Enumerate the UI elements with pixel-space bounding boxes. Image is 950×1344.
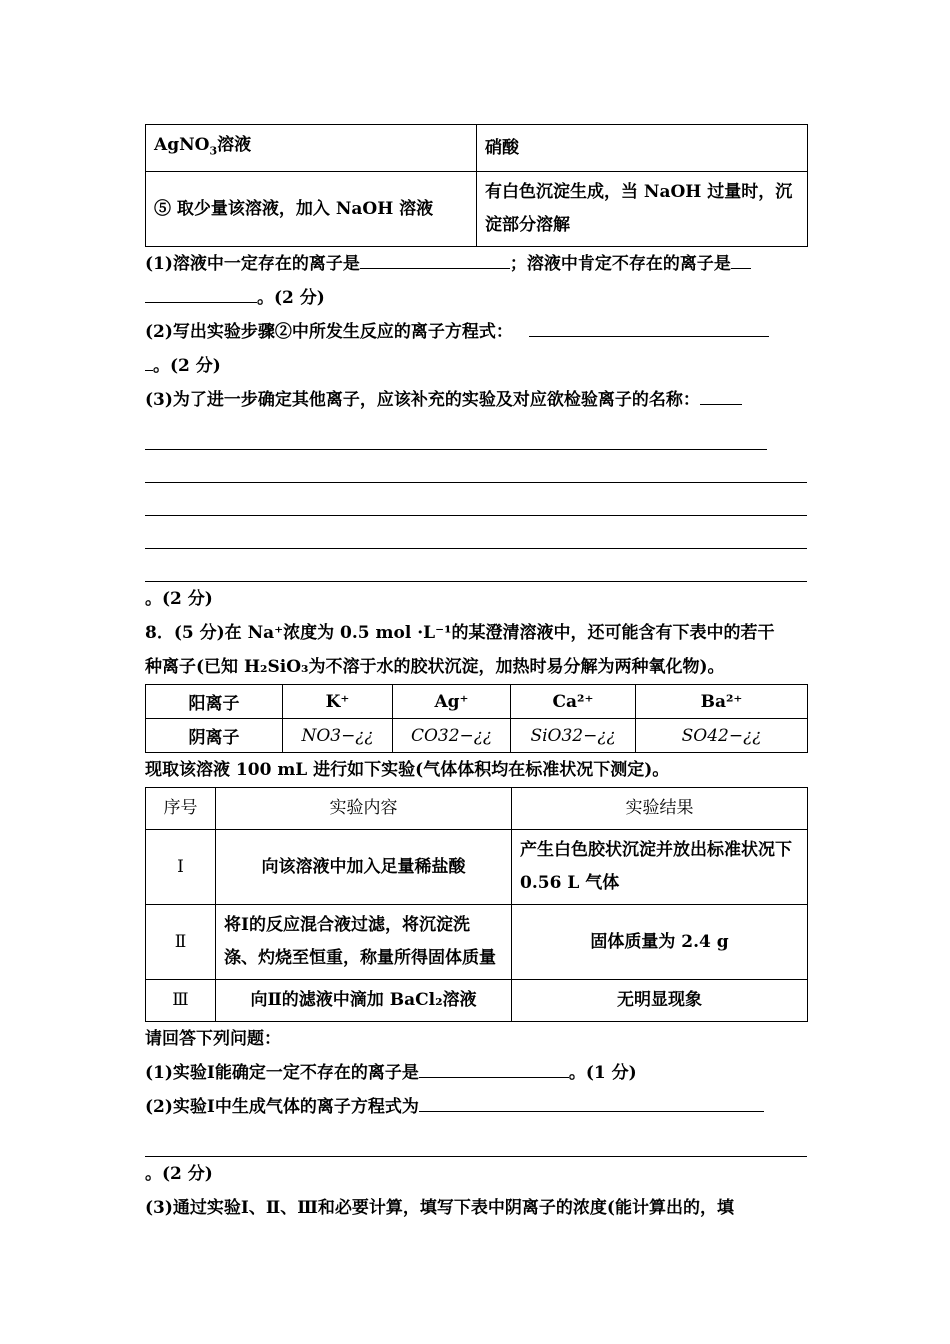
- answer-blank[interactable]: [700, 386, 742, 405]
- table-cell: 硝酸: [477, 125, 808, 172]
- table-row: [146, 172, 808, 247]
- table-cell: SO42−¿¿: [636, 719, 808, 753]
- answer-line[interactable]: [145, 516, 807, 549]
- table-header: 实验结果: [512, 788, 808, 830]
- table-cell: Ag⁺: [393, 685, 511, 719]
- table-row: [146, 830, 808, 905]
- table-header: 序号: [146, 788, 216, 830]
- question-1: (1)溶液中一定存在的离子是 ；溶液中肯定不存在的离子是: [145, 247, 807, 281]
- sub-question-2: (2)实验Ⅰ中生成气体的离子方程式为: [145, 1090, 807, 1124]
- table-cell: Ⅲ: [146, 980, 216, 1022]
- answer-line[interactable]: [145, 1124, 807, 1157]
- answer-line[interactable]: [145, 450, 807, 483]
- table-cell: 向Ⅱ的滤液中滴加 BaCl₂溶液: [216, 980, 512, 1022]
- problem-8-line1: 8．(5 分)在 Na⁺浓度为 0.5 mol ·L⁻¹的某澄清溶液中，还可能含有下表中的若干: [145, 623, 775, 644]
- question-2-cont: 。(2 分): [145, 349, 807, 383]
- experiment-intro: 现取该溶液 100 mL 进行如下实验(气体体积均在标准状况下测定)。: [145, 760, 670, 781]
- experiment-table: [145, 787, 808, 1022]
- answer-blank[interactable]: [419, 1059, 569, 1078]
- table-cell: Ⅰ: [146, 830, 216, 905]
- problem-8-line2: 种离子(已知 H₂SiO₃为不溶于水的胶状沉淀，加热时易分解为两种氧化物)。: [145, 657, 725, 678]
- sub-question-2-tail: 。(2 分): [145, 1164, 213, 1185]
- table-cell: 将Ⅰ的反应混合液过滤，将沉淀洗涤、灼烧至恒重，称量所得固体质量: [216, 905, 512, 980]
- answer-blank[interactable]: [731, 250, 751, 269]
- table-cell: K⁺: [283, 685, 393, 719]
- table-row: [146, 788, 808, 830]
- question-1-cont: 。(2 分): [145, 281, 807, 315]
- answer-line[interactable]: [145, 549, 807, 582]
- table-cell: ⑤ 取少量该溶液，加入 NaOH 溶液: [146, 172, 477, 247]
- answer-blank[interactable]: [419, 1093, 764, 1112]
- table-cell: 固体质量为 2.4 g: [512, 905, 808, 980]
- table-row: [146, 685, 808, 719]
- answer-blank[interactable]: [529, 318, 769, 337]
- answer-prompt: 请回答下列问题：: [145, 1029, 281, 1050]
- table-cell: 有白色沉淀生成，当 NaOH 过量时，沉淀部分溶解: [477, 172, 808, 247]
- table-cell: NO3−¿¿: [283, 719, 393, 753]
- table-cell: 向该溶液中加入足量稀盐酸: [216, 830, 512, 905]
- table-row: [146, 980, 808, 1022]
- answer-blank[interactable]: [145, 352, 153, 371]
- answer-blank[interactable]: [360, 250, 510, 269]
- table-header: 实验内容: [216, 788, 512, 830]
- table-cell: Ca²⁺: [511, 685, 636, 719]
- answer-line[interactable]: [145, 483, 807, 516]
- table-row: [146, 719, 808, 753]
- table-cell: Ba²⁺: [636, 685, 808, 719]
- table-cell: AgNO$_3$溶液: [146, 125, 477, 172]
- table-cell: SiO32−¿¿: [511, 719, 636, 753]
- table-cell: 阴离子: [146, 719, 283, 753]
- table-cell: Ⅱ: [146, 905, 216, 980]
- table-cell: CO32−¿¿: [393, 719, 511, 753]
- answer-blank[interactable]: [145, 284, 257, 303]
- question-2: (2)写出实验步骤②中所发生反应的离子方程式：: [145, 315, 807, 349]
- table-cell: 产生白色胶状沉淀并放出标准状况下 0.56 L 气体: [512, 830, 808, 905]
- ion-table: [145, 684, 808, 753]
- table-row: [146, 125, 808, 172]
- document-page: [145, 124, 807, 1225]
- table-cell: 无明显现象: [512, 980, 808, 1022]
- sub-question-1: (1)实验Ⅰ能确定一定不存在的离子是 。(1 分): [145, 1056, 807, 1090]
- sub-question-3: (3)通过实验Ⅰ、Ⅱ、Ⅲ和必要计算，填写下表中阴离子的浓度(能计算出的，填: [145, 1198, 734, 1219]
- table-row: [146, 905, 808, 980]
- answer-line[interactable]: [145, 417, 767, 450]
- question-3-tail: 。(2 分): [145, 589, 213, 610]
- question-3: (3)为了进一步确定其他离子，应该补充的实验及对应欲检验离子的名称：: [145, 383, 807, 417]
- experiment-steps-table-top: [145, 124, 808, 247]
- table-cell: 阳离子: [146, 685, 283, 719]
